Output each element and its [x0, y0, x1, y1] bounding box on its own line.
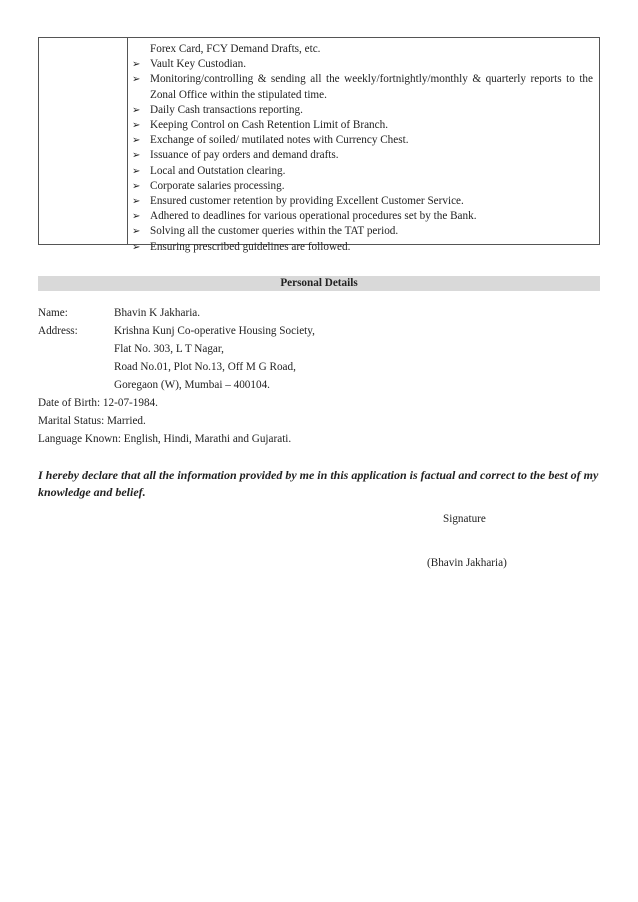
languages-known: Language Known: English, Hindi, Marathi and Gujarati.	[38, 433, 292, 445]
duty-text: Local and Outstation clearing.	[150, 164, 286, 177]
duty-list-item	[131, 224, 593, 239]
duty-list-item	[131, 240, 593, 255]
date-of-birth: Date of Birth: 12-07-1984.	[38, 397, 158, 409]
signature-label: Signature	[443, 513, 486, 525]
arrow-bullet-icon: ➢	[132, 120, 141, 132]
address-line: Goregaon (W), Mumbai – 400104.	[114, 379, 270, 391]
arrow-bullet-icon: ➢	[132, 211, 141, 223]
address-line: Road No.01, Plot No.13, Off M G Road,	[114, 361, 296, 373]
name-value: Bhavin K Jakharia.	[114, 307, 201, 319]
duty-text: Corporate salaries processing.	[150, 179, 285, 192]
duty-list-item	[131, 194, 593, 209]
arrow-bullet-icon: ➢	[132, 59, 141, 71]
duty-text: Exchange of soiled/ mutilated notes with Currency Chest.	[150, 134, 409, 147]
declaration-statement: I hereby declare that all the information provided by me in this application is factual and correct to the best of my knowledge and belief.	[38, 468, 599, 499]
duty-text: Issuance of pay orders and demand drafts.	[150, 149, 339, 162]
marital-status: Marital Status: Married.	[38, 415, 146, 427]
job-duties-table	[38, 37, 600, 253]
duty-text: Solving all the customer queries within the TAT period.	[150, 225, 399, 238]
section-heading-personal-details: Personal Details	[38, 276, 600, 291]
arrow-bullet-icon: ➢	[132, 74, 141, 86]
arrow-bullet-icon: ➢	[132, 104, 141, 116]
duty-list-item	[131, 118, 593, 133]
signer-name: (Bhavin Jakharia)	[427, 557, 507, 569]
arrow-bullet-icon: ➢	[132, 241, 141, 253]
arrow-bullet-icon: ➢	[132, 180, 141, 192]
duty-text: Ensuring prescribed guidelines are followed.	[150, 240, 351, 253]
duty-list-item	[131, 164, 593, 179]
name-label: Name:	[38, 307, 68, 319]
address-line: Krishna Kunj Co-operative Housing Society,	[114, 325, 315, 337]
duty-text: Ensured customer retention by providing Excellent Customer Service.	[150, 195, 464, 208]
duty-text: Monitoring/controlling & sending all the weekly/fortnightly/monthly & quarterly reports to the Zonal Office within the stipulated time.	[150, 73, 593, 101]
duty-list-item	[131, 103, 593, 118]
duty-list-item	[131, 42, 593, 57]
arrow-bullet-icon: ➢	[132, 150, 141, 162]
duty-list-item	[131, 148, 593, 163]
arrow-bullet-icon: ➢	[132, 226, 141, 238]
duty-text: Forex Card, FCY Demand Drafts, etc.	[150, 43, 321, 55]
address-line: Flat No. 303, L T Nagar,	[114, 343, 224, 355]
duty-list-item	[131, 133, 593, 148]
duty-list-item	[131, 179, 593, 194]
duty-list-item	[131, 209, 593, 224]
table-column-divider	[127, 38, 128, 244]
arrow-bullet-icon: ➢	[132, 196, 141, 208]
duty-text: Keeping Control on Cash Retention Limit of Branch.	[150, 119, 389, 132]
duty-text: Vault Key Custodian.	[150, 58, 247, 71]
address-label: Address:	[38, 325, 78, 337]
duty-list-item	[131, 57, 593, 72]
duty-list-item	[131, 72, 593, 102]
arrow-bullet-icon: ➢	[132, 165, 141, 177]
duties-list	[131, 42, 593, 255]
duty-text: Adhered to deadlines for various operational procedures set by the Bank.	[150, 210, 477, 223]
duty-text: Daily Cash transactions reporting.	[150, 103, 303, 116]
arrow-bullet-icon: ➢	[132, 135, 141, 147]
